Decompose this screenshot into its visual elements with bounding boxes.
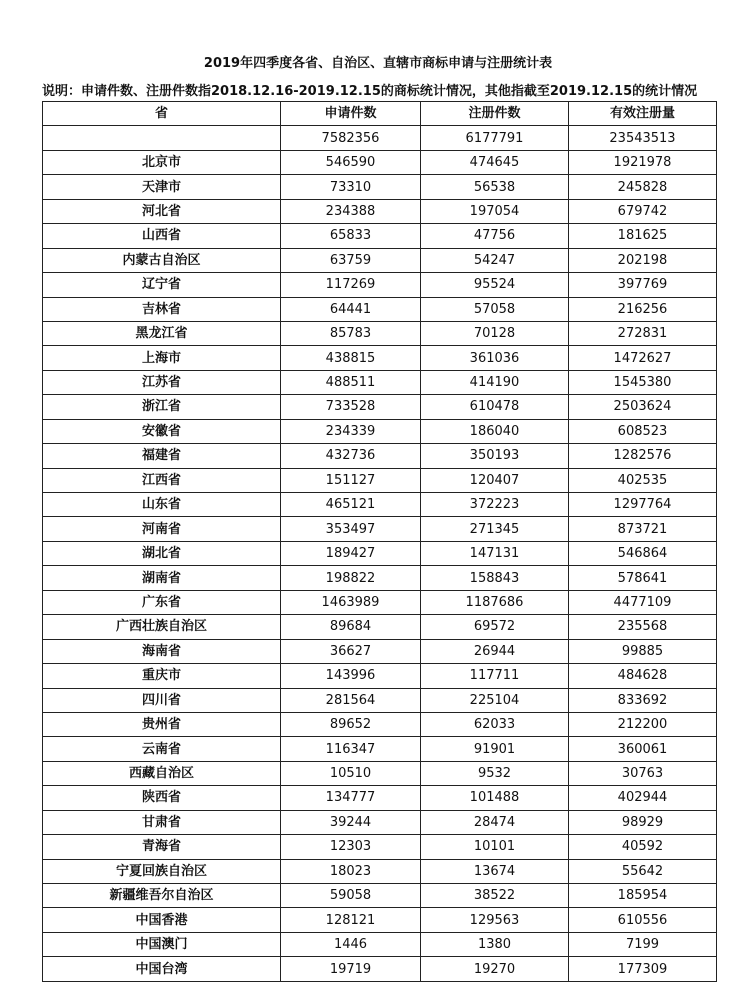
table-row: [43, 859, 717, 883]
applications-cell: 12303: [281, 835, 421, 859]
applications-cell: 189427: [281, 541, 421, 565]
registrations-cell: 10101: [421, 835, 569, 859]
valid-registrations-cell: 1545380: [569, 370, 717, 394]
province-cell: 四川省: [43, 688, 281, 712]
applications-cell: 85783: [281, 321, 421, 345]
valid-registrations-cell: 873721: [569, 517, 717, 541]
applications-cell: 1463989: [281, 590, 421, 614]
registrations-cell: 62033: [421, 712, 569, 736]
table-row: [43, 370, 717, 394]
valid-registrations-cell: 177309: [569, 957, 717, 981]
table-row: [43, 224, 717, 248]
applications-cell: 19719: [281, 957, 421, 981]
applications-cell: 89652: [281, 712, 421, 736]
table-row: [43, 199, 717, 223]
table-row: [43, 321, 717, 345]
table-row: [43, 297, 717, 321]
table-row: [43, 248, 717, 272]
valid-registrations-cell: 7199: [569, 932, 717, 956]
header-province: 省: [43, 102, 281, 126]
table-row: [43, 493, 717, 517]
registrations-cell: 117711: [421, 664, 569, 688]
table-row: [43, 273, 717, 297]
province-cell: 西藏自治区: [43, 761, 281, 785]
province-cell: 甘肃省: [43, 810, 281, 834]
applications-cell: 546590: [281, 150, 421, 174]
province-cell: 河北省: [43, 199, 281, 223]
table-row: [43, 737, 717, 761]
valid-registrations-cell: 610556: [569, 908, 717, 932]
province-cell: 山东省: [43, 493, 281, 517]
table-row: [43, 419, 717, 443]
registrations-cell: 414190: [421, 370, 569, 394]
valid-registrations-cell: 212200: [569, 712, 717, 736]
registrations-cell: 474645: [421, 150, 569, 174]
province-cell: 内蒙古自治区: [43, 248, 281, 272]
applications-cell: 117269: [281, 273, 421, 297]
applications-cell: 73310: [281, 175, 421, 199]
valid-registrations-cell: 833692: [569, 688, 717, 712]
registrations-cell: 1380: [421, 932, 569, 956]
valid-registrations-cell: 185954: [569, 884, 717, 908]
total-valid-registrations: 23543513: [569, 126, 717, 150]
applications-cell: 234388: [281, 199, 421, 223]
applications-cell: 353497: [281, 517, 421, 541]
header-applications: 申请件数: [281, 102, 421, 126]
table-header-row: [43, 102, 717, 126]
province-cell: 中国香港: [43, 908, 281, 932]
registrations-cell: 19270: [421, 957, 569, 981]
applications-cell: 281564: [281, 688, 421, 712]
valid-registrations-cell: 679742: [569, 199, 717, 223]
registrations-cell: 350193: [421, 444, 569, 468]
registrations-cell: 610478: [421, 395, 569, 419]
table-row: [43, 444, 717, 468]
registrations-cell: 120407: [421, 468, 569, 492]
province-cell: 湖南省: [43, 566, 281, 590]
trademark-stats-table: [42, 101, 717, 982]
valid-registrations-cell: 1297764: [569, 493, 717, 517]
registrations-cell: 372223: [421, 493, 569, 517]
registrations-cell: 1187686: [421, 590, 569, 614]
applications-cell: 488511: [281, 370, 421, 394]
table-note: 说明：申请件数、注册件数指2018.12.16-2019.12.15的商标统计情况，其他指截至2019.12.15的统计情况: [42, 84, 698, 99]
registrations-cell: 54247: [421, 248, 569, 272]
applications-cell: 234339: [281, 419, 421, 443]
table-row: [43, 957, 717, 981]
valid-registrations-cell: 360061: [569, 737, 717, 761]
valid-registrations-cell: 397769: [569, 273, 717, 297]
applications-cell: 198822: [281, 566, 421, 590]
province-cell: 宁夏回族自治区: [43, 859, 281, 883]
table-row: [43, 810, 717, 834]
registrations-cell: 361036: [421, 346, 569, 370]
table-row: [43, 590, 717, 614]
registrations-cell: 129563: [421, 908, 569, 932]
table-row: [43, 541, 717, 565]
applications-cell: 134777: [281, 786, 421, 810]
province-cell: 云南省: [43, 737, 281, 761]
registrations-cell: 69572: [421, 615, 569, 639]
table-row: [43, 932, 717, 956]
valid-registrations-cell: 40592: [569, 835, 717, 859]
total-applications: 7582356: [281, 126, 421, 150]
registrations-cell: 57058: [421, 297, 569, 321]
table-row: [43, 566, 717, 590]
valid-registrations-cell: 484628: [569, 664, 717, 688]
applications-cell: 36627: [281, 639, 421, 663]
province-cell: 黑龙江省: [43, 321, 281, 345]
valid-registrations-cell: 216256: [569, 297, 717, 321]
registrations-cell: 26944: [421, 639, 569, 663]
table-row: [43, 688, 717, 712]
valid-registrations-cell: 245828: [569, 175, 717, 199]
applications-cell: 432736: [281, 444, 421, 468]
header-valid-registrations: 有效注册量: [569, 102, 717, 126]
valid-registrations-cell: 608523: [569, 419, 717, 443]
table-row: [43, 395, 717, 419]
table-row: [43, 639, 717, 663]
page-title: 2019年四季度各省、自治区、直辖市商标申请与注册统计表: [203, 56, 553, 71]
registrations-cell: 38522: [421, 884, 569, 908]
applications-cell: 39244: [281, 810, 421, 834]
applications-cell: 143996: [281, 664, 421, 688]
province-cell: 河南省: [43, 517, 281, 541]
province-cell: 上海市: [43, 346, 281, 370]
valid-registrations-cell: 578641: [569, 566, 717, 590]
registrations-cell: 91901: [421, 737, 569, 761]
valid-registrations-cell: 402944: [569, 786, 717, 810]
table-row: [43, 517, 717, 541]
registrations-cell: 101488: [421, 786, 569, 810]
province-cell: 湖北省: [43, 541, 281, 565]
province-cell: 青海省: [43, 835, 281, 859]
registrations-cell: 70128: [421, 321, 569, 345]
province-cell: 辽宁省: [43, 273, 281, 297]
registrations-cell: 9532: [421, 761, 569, 785]
table-row: [43, 664, 717, 688]
province-cell: 新疆维吾尔自治区: [43, 884, 281, 908]
valid-registrations-cell: 181625: [569, 224, 717, 248]
registrations-cell: 197054: [421, 199, 569, 223]
registrations-cell: 225104: [421, 688, 569, 712]
valid-registrations-cell: 1472627: [569, 346, 717, 370]
applications-cell: 63759: [281, 248, 421, 272]
valid-registrations-cell: 546864: [569, 541, 717, 565]
province-cell: 陕西省: [43, 786, 281, 810]
applications-cell: 128121: [281, 908, 421, 932]
valid-registrations-cell: 402535: [569, 468, 717, 492]
table-row: [43, 346, 717, 370]
table-row: [43, 468, 717, 492]
applications-cell: 59058: [281, 884, 421, 908]
table-row: [43, 761, 717, 785]
province-cell: 海南省: [43, 639, 281, 663]
total-label: [43, 126, 281, 150]
table-row: [43, 908, 717, 932]
registrations-cell: 147131: [421, 541, 569, 565]
valid-registrations-cell: 4477109: [569, 590, 717, 614]
province-cell: 天津市: [43, 175, 281, 199]
province-cell: 贵州省: [43, 712, 281, 736]
valid-registrations-cell: 235568: [569, 615, 717, 639]
table-row: [43, 615, 717, 639]
valid-registrations-cell: 1282576: [569, 444, 717, 468]
province-cell: 福建省: [43, 444, 281, 468]
valid-registrations-cell: 1921978: [569, 150, 717, 174]
table-row: [43, 712, 717, 736]
table-row: [43, 786, 717, 810]
province-cell: 北京市: [43, 150, 281, 174]
applications-cell: 151127: [281, 468, 421, 492]
applications-cell: 10510: [281, 761, 421, 785]
applications-cell: 64441: [281, 297, 421, 321]
registrations-cell: 95524: [421, 273, 569, 297]
valid-registrations-cell: 55642: [569, 859, 717, 883]
province-cell: 江苏省: [43, 370, 281, 394]
valid-registrations-cell: 99885: [569, 639, 717, 663]
province-cell: 广西壮族自治区: [43, 615, 281, 639]
applications-cell: 733528: [281, 395, 421, 419]
province-cell: 中国台湾: [43, 957, 281, 981]
total-row: [43, 126, 717, 150]
applications-cell: 438815: [281, 346, 421, 370]
province-cell: 吉林省: [43, 297, 281, 321]
province-cell: 广东省: [43, 590, 281, 614]
registrations-cell: 271345: [421, 517, 569, 541]
table-row: [43, 884, 717, 908]
applications-cell: 1446: [281, 932, 421, 956]
applications-cell: 465121: [281, 493, 421, 517]
applications-cell: 89684: [281, 615, 421, 639]
province-cell: 重庆市: [43, 664, 281, 688]
registrations-cell: 158843: [421, 566, 569, 590]
applications-cell: 116347: [281, 737, 421, 761]
table-row: [43, 835, 717, 859]
registrations-cell: 28474: [421, 810, 569, 834]
province-cell: 中国澳门: [43, 932, 281, 956]
valid-registrations-cell: 202198: [569, 248, 717, 272]
valid-registrations-cell: 98929: [569, 810, 717, 834]
province-cell: 江西省: [43, 468, 281, 492]
registrations-cell: 13674: [421, 859, 569, 883]
applications-cell: 65833: [281, 224, 421, 248]
valid-registrations-cell: 30763: [569, 761, 717, 785]
registrations-cell: 47756: [421, 224, 569, 248]
table-row: [43, 150, 717, 174]
total-registrations: 6177791: [421, 126, 569, 150]
province-cell: 浙江省: [43, 395, 281, 419]
header-registrations: 注册件数: [421, 102, 569, 126]
valid-registrations-cell: 272831: [569, 321, 717, 345]
province-cell: 山西省: [43, 224, 281, 248]
applications-cell: 18023: [281, 859, 421, 883]
province-cell: 安徽省: [43, 419, 281, 443]
valid-registrations-cell: 2503624: [569, 395, 717, 419]
registrations-cell: 186040: [421, 419, 569, 443]
table-row: [43, 175, 717, 199]
registrations-cell: 56538: [421, 175, 569, 199]
